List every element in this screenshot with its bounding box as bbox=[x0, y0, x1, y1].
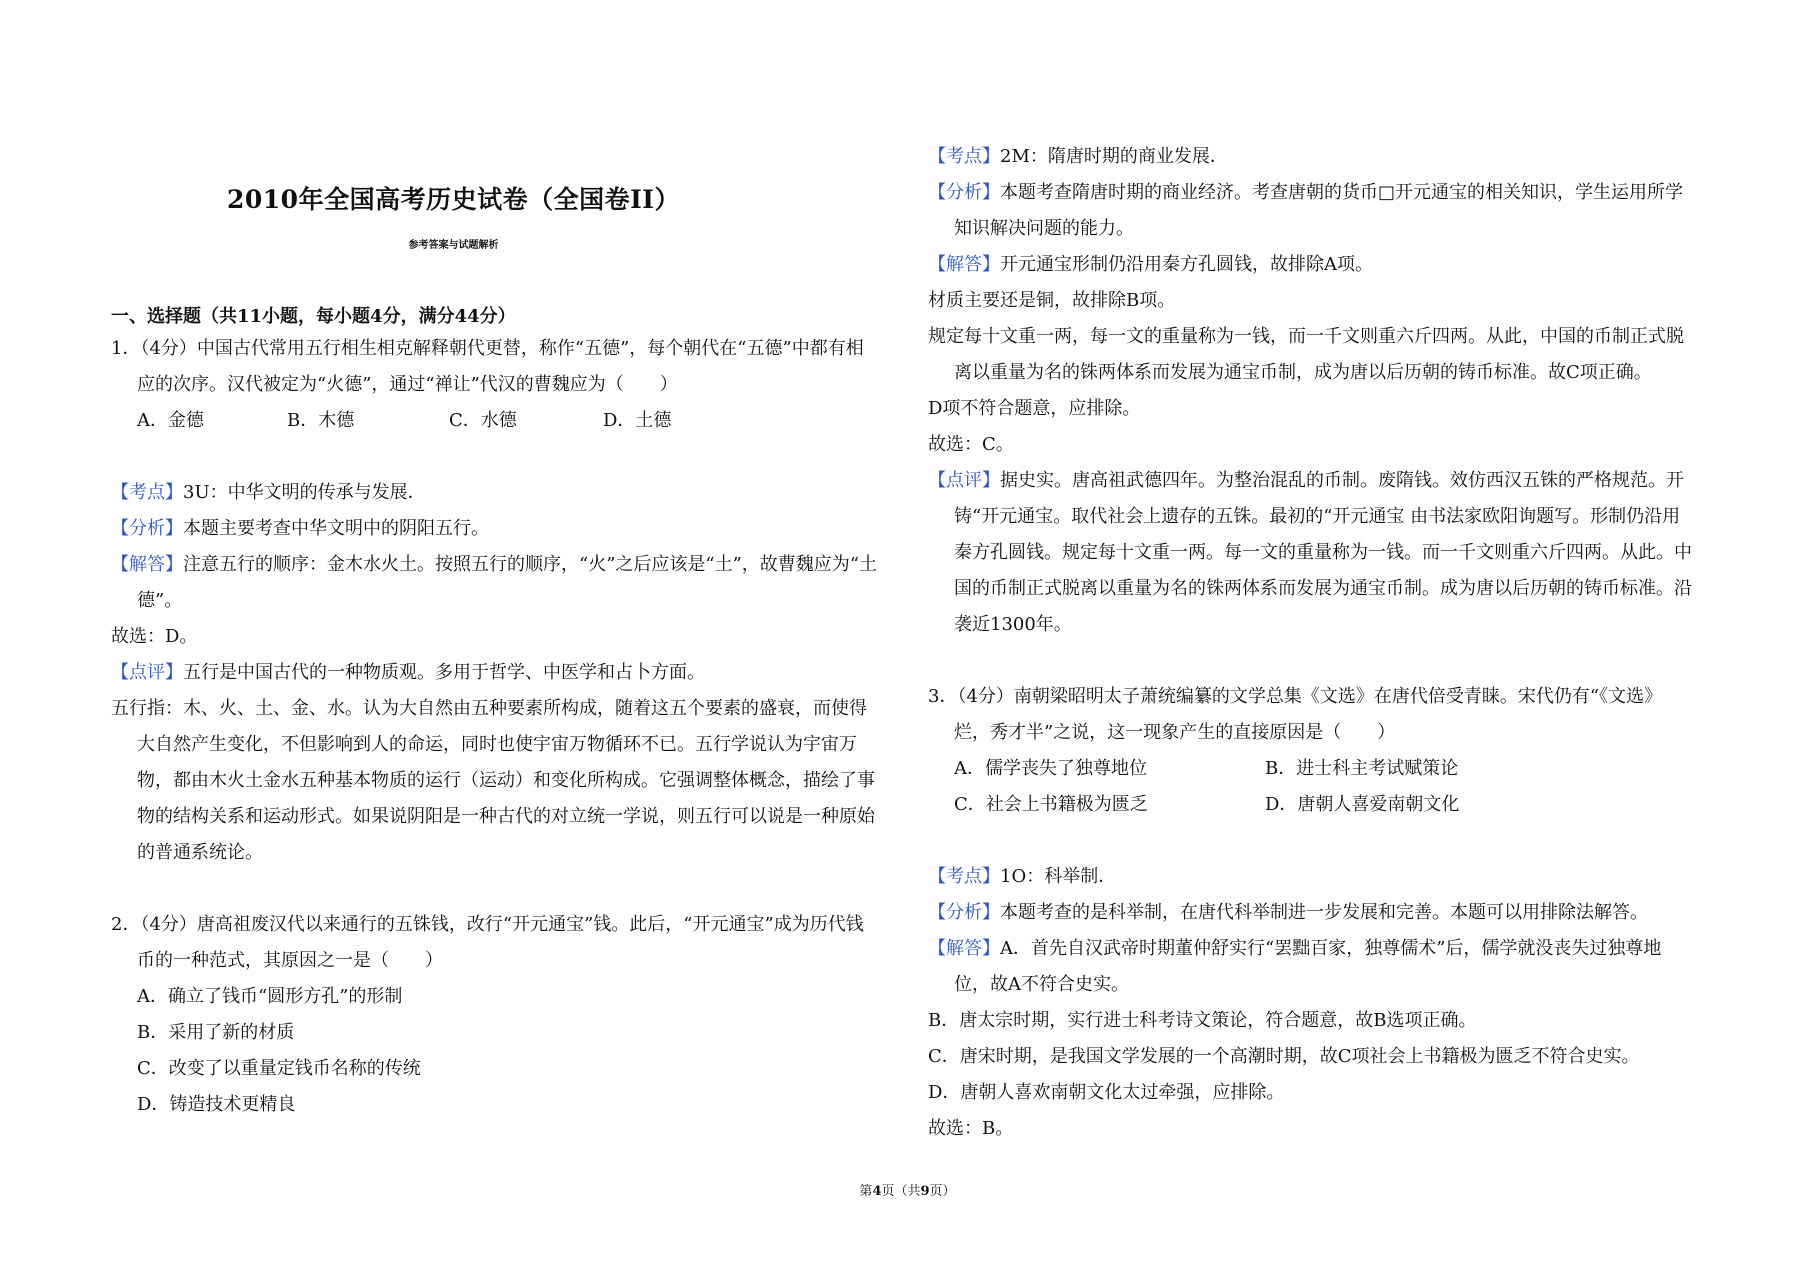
q2-answer: 故选：C。 bbox=[928, 434, 1014, 455]
footer-middle: 页（共 bbox=[881, 1184, 921, 1199]
footer-suffix: 页） bbox=[929, 1184, 956, 1199]
q2-dianping-text-1: 据史实。唐高祖武德四年。为整治混乱的币制。废隋钱。效仿西汉五铢的严格规范。开 bbox=[1000, 470, 1684, 491]
q2-stem-line1: 2．（4分）唐高祖废汉代以来通行的五铢钱，改行“开元通宝”钱。此后，“开元通宝”成为历代钱 bbox=[111, 914, 864, 935]
q3-option-a: A．儒学丧失了独尊地位 bbox=[954, 758, 1147, 779]
q3-option-c-analysis: C．唐宋时期，是我国文学发展的一个高潮时期，故C项社会上书籍极为匮乏不符合史实。 bbox=[928, 1046, 1640, 1067]
q3-option-d: D．唐朝人喜爱南朝文化 bbox=[1265, 794, 1460, 815]
q2-fenxi-text-1: 本题考查隋唐时期的商业经济。考查唐朝的货币□开元通宝的相关知识，学生运用所学 bbox=[1000, 182, 1684, 203]
q2-reason-line1: 材质主要还是铜，故排除B项。 bbox=[928, 290, 1176, 311]
q2-fenxi-text-2: 知识解决问题的能力。 bbox=[954, 218, 1134, 239]
footer-total-pages: 9 bbox=[920, 1184, 930, 1199]
q3-option-b-analysis: B．唐太宗时期，实行进士科考诗文策论，符合题意，故B选项正确。 bbox=[928, 1010, 1477, 1031]
q2-option-b: B．采用了新的材质 bbox=[137, 1022, 295, 1043]
page-title: 2010年全国高考历史试卷（全国卷II） bbox=[227, 185, 680, 214]
q2-option-d: D．铸造技术更精良 bbox=[137, 1094, 296, 1115]
q2-dianping-text-3: 秦方孔圆钱。规定每十文重一两。每一文的重量称为一钱。而一千文则重六斤四两。从此。中 bbox=[954, 542, 1692, 563]
q1-stem-line1: 1．（4分）中国古代常用五行相生相克解释朝代更替，称作“五德”，每个朝代在“五德”中都有相 bbox=[111, 338, 864, 359]
q3-fenxi bbox=[928, 902, 1648, 924]
q1-stem-line2: 应的次序。汉代被定为“火德”，通过“禅让”代汉的曹魏应为（ ） bbox=[137, 374, 678, 395]
q1-kaodian bbox=[111, 482, 426, 504]
q3-answer: 故选：B。 bbox=[928, 1118, 1014, 1139]
section-heading: 一、选择题（共11小题，每小题4分，满分44分） bbox=[111, 306, 516, 327]
kaodian-tag: 【考点】 bbox=[928, 866, 1000, 887]
q2-reason-line3: 离以重量为名的铢两体系而发展为通宝币制，成为唐以后历朝的铸币标准。故C项正确。 bbox=[954, 362, 1652, 383]
q3-stem-line1: 3．（4分）南朝梁昭明太子萧统编纂的文学总集《文选》在唐代倍受青睐。宋代仍有“《文选》 bbox=[928, 686, 1663, 707]
q2-option-c: C．改变了以重量定钱币名称的传统 bbox=[137, 1058, 421, 1079]
q3-kaodian-text: 1O：科举制． bbox=[1000, 866, 1117, 887]
q2-stem-line2: 币的一种范式，其原因之一是（ ） bbox=[137, 950, 443, 971]
q2-dianping-text-4: 国的币制正式脱离以重量为名的铢两体系而发展为通宝币制。成为唐以后历朝的铸币标准。沿 bbox=[954, 578, 1692, 599]
footer-page-number: 4 bbox=[872, 1184, 882, 1199]
q2-reason-line4: D项不符合题意，应排除。 bbox=[928, 398, 1141, 419]
jieda-tag: 【解答】 bbox=[111, 554, 183, 575]
q2-dianping bbox=[928, 470, 1684, 492]
page-subtitle: 参考答案与试题解析 bbox=[408, 240, 499, 251]
q2-reason-line2: 规定每十文重一两，每一文的重量称为一钱，而一千文则重六斤四两。从此，中国的币制正式脱 bbox=[928, 326, 1684, 347]
jieda-tag: 【解答】 bbox=[928, 938, 1000, 959]
q1-paragraph-line5: 的普通系统论。 bbox=[137, 842, 263, 863]
q1-option-c: C．水德 bbox=[449, 410, 517, 431]
q3-jieda bbox=[928, 938, 1661, 960]
q3-option-d-analysis: D．唐朝人喜欢南朝文化太过牵强，应排除。 bbox=[928, 1082, 1285, 1103]
page-footer bbox=[0, 1180, 1815, 1199]
q3-stem-line2: 烂，秀才半”之说，这一现象产生的直接原因是（ ） bbox=[954, 722, 1396, 743]
q2-kaodian bbox=[928, 146, 1228, 168]
q1-fenxi bbox=[111, 518, 489, 540]
q3-fenxi-text: 本题考查的是科举制，在唐代科举制进一步发展和完善。本题可以用排除法解答。 bbox=[1000, 902, 1648, 923]
q1-option-b: B．木德 bbox=[287, 410, 355, 431]
q3-jieda-text-2: 位，故A不符合史实。 bbox=[954, 974, 1129, 995]
q2-jieda-text: 开元通宝形制仍沿用秦方孔圆钱，故排除A项。 bbox=[1000, 254, 1373, 275]
fenxi-tag: 【分析】 bbox=[928, 182, 1000, 203]
jieda-tag: 【解答】 bbox=[928, 254, 1000, 275]
q2-dianping-text-5: 袭近1300年。 bbox=[954, 614, 1072, 635]
q1-dianping-text: 五行是中国古代的一种物质观。多用于哲学、中医学和占卜方面。 bbox=[183, 662, 705, 683]
dianping-tag: 【点评】 bbox=[111, 662, 183, 683]
q1-paragraph-line3: 物，都由木火土金水五种基本物质的运行（运动）和变化所构成。它强调整体概念，描绘了事 bbox=[137, 770, 875, 791]
q1-answer: 故选：D。 bbox=[111, 626, 198, 647]
dianping-tag: 【点评】 bbox=[928, 470, 1000, 491]
footer-prefix: 第 bbox=[859, 1184, 873, 1199]
kaodian-tag: 【考点】 bbox=[928, 146, 1000, 167]
kaodian-tag: 【考点】 bbox=[111, 482, 183, 503]
q3-option-c: C．社会上书籍极为匮乏 bbox=[954, 794, 1148, 815]
q3-jieda-text-1: A．首先自汉武帝时期董仲舒实行“罢黜百家，独尊儒术”后，儒学就没丧失过独尊地 bbox=[1000, 938, 1662, 959]
fenxi-tag: 【分析】 bbox=[928, 902, 1000, 923]
q2-dianping-text-2: 铸“开元通宝。取代社会上遗存的五铢。最初的“开元通宝 由书法家欧阳询题写。形制仍沿用 bbox=[954, 506, 1681, 527]
q2-fenxi bbox=[928, 182, 1683, 204]
q1-dianping bbox=[111, 662, 705, 684]
q1-paragraph-line1: 五行指：木、火、土、金、水。认为大自然由五种要素所构成，随着这五个要素的盛衰，而使得 bbox=[111, 698, 867, 719]
q1-jieda-text-2: 德”。 bbox=[137, 590, 183, 611]
q1-paragraph-line4: 物的结构关系和运动形式。如果说阴阳是一种古代的对立统一学说，则五行可以说是一种原始 bbox=[137, 806, 875, 827]
q1-jieda bbox=[111, 554, 877, 576]
q1-paragraph-line2: 大自然产生变化，不但影响到人的命运，同时也使宇宙万物循环不已。五行学说认为宇宙万 bbox=[137, 734, 857, 755]
q2-kaodian-text: 2M：隋唐时期的商业发展． bbox=[1000, 146, 1228, 167]
q1-kaodian-text: 3U：中华文明的传承与发展． bbox=[183, 482, 426, 503]
q3-kaodian bbox=[928, 866, 1116, 888]
q1-jieda-text-1: 注意五行的顺序：金木水火土。按照五行的顺序，“火”之后应该是“土”，故曹魏应为“土 bbox=[183, 554, 878, 575]
q2-jieda bbox=[928, 254, 1373, 276]
q3-option-b: B．进士科主考试赋策论 bbox=[1265, 758, 1459, 779]
q2-option-a: A．确立了钱币“圆形方孔”的形制 bbox=[137, 986, 403, 1007]
q1-fenxi-text: 本题主要考查中华文明中的阴阳五行。 bbox=[183, 518, 489, 539]
fenxi-tag: 【分析】 bbox=[111, 518, 183, 539]
q1-option-a: A．金德 bbox=[137, 410, 204, 431]
q1-option-d: D．土德 bbox=[603, 410, 672, 431]
